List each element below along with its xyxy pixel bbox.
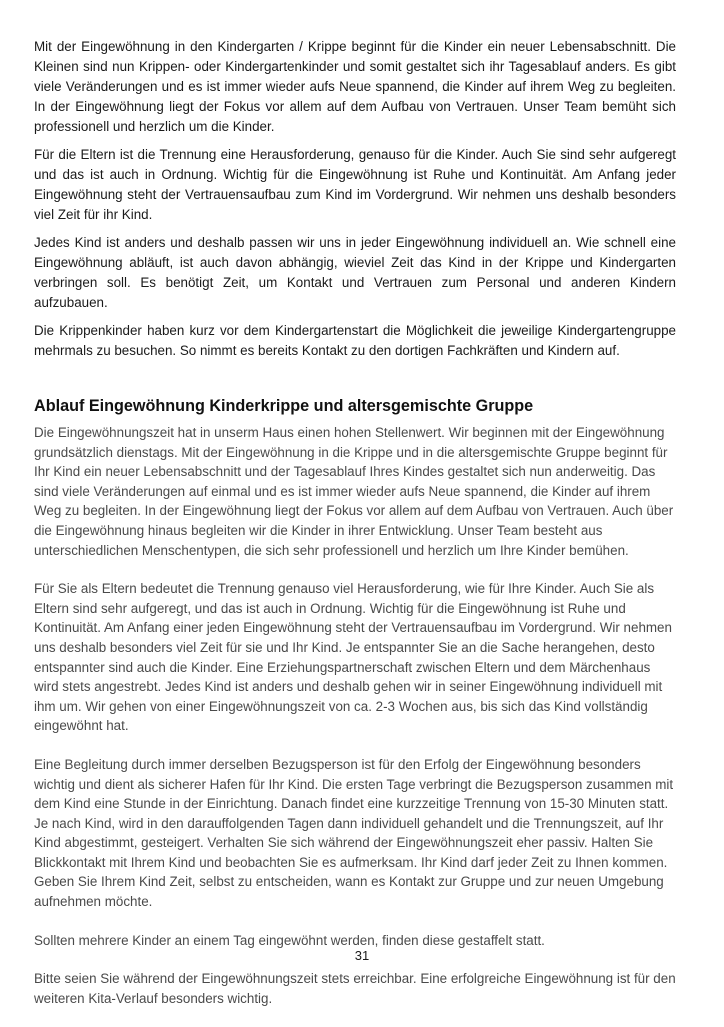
paragraph: Die Eingewöhnungszeit hat in unserm Haus einen hohen Stellenwert. Wir beginnen mit der Eingewöhnung grundsätzlich dienstags. Mit der Eingewöhnung in die Krippe und in die altersgemischte Gruppe beginnt für Ihr Kind ein neuer Lebensabschnitt und der Tagesablauf Ihres Kindes gestaltet sich nun anderweitig. Das sind viele Veränderungen auf einmal und es ist immer wieder aufs Neue spannend, die Kinder auf ihrem Weg zu begleiten. In der Eingewöhnung liegt der Fokus vor allem auf dem Aufbau von Vertrauen. Auch über die Eingewöhnung hinaus begleiten wir die Kinder in ihrer Entwicklung. Unser Team besteht aus unterschiedlichen Menschentypen, die sich sehr professionell und herzlich um Ihre Kinder bemühen. [34,425,674,558]
paragraph: Für die Eltern ist die Trennung eine Herausforderung, genauso für die Kinder. Auch Sie sind sehr aufgeregt und das ist auch in Ordnung. Wichtig für die Eingewöhnung ist Ruhe und Kontinuität. Am Anfang jeder Eingewöhnung steht der Vertrauensaufbau zum Kind im Vordergrund. Wir nehmen uns deshalb besonders viel Zeit für ihr Kind. [34,147,676,222]
paragraph: Die Krippenkinder haben kurz vor dem Kindergartenstart die Möglichkeit die jeweilige Kindergartengruppe mehrmals zu besuchen. So nimmt es bereits Kontakt zu den dortigen Fachkräften und Kindern auf. [34,323,676,358]
paragraph: Mit der Eingewöhnung in den Kindergarten / Krippe beginnt für die Kinder ein neuer Lebensabschnitt. Die Kleinen sind nun Krippen- oder Kindergartenkinder und somit gestaltet sich ihr Tagesablauf anders. Es gibt viele Veränderungen und es ist immer wieder aufs Neue spannend, die Kinder auf ihrem Weg zu begleiten. In der Eingewöhnung liegt der Fokus vor allem auf dem Aufbau von Vertrauen. Unser Team bemüht sich professionell und herzlich um die Kinder. [34,39,676,134]
paragraph: Sollten mehrere Kinder an einem Tag eingewöhnt werden, finden diese gestaffelt statt. [34,932,545,948]
section-heading: Ablauf Eingewöhnung Kinderkrippe und altersgemischte Gruppe [34,397,534,415]
paragraph: Jedes Kind ist anders und deshalb passen wir uns in jeder Eingewöhnung individuell an. Wie schnell eine Eingewöhnung abläuft, ist auch davon abhängig, wieviel Zeit das Kind in der Krippe und Kindergarten verbringen soll. Es benötigt Zeit, um Kontakt und Vertrauen zum Personal und anderen Kindern aufzubauen. [34,235,676,310]
page-number: 31 [354,948,370,963]
paragraph: Für Sie als Eltern bedeutet die Trennung genauso viel Herausforderung, wie für Ihre Kinder. Auch Sie als Eltern sind sehr aufgeregt, und das ist auch in Ordnung. Wichtig für die Eingewöhnung ist Ruhe und Kontinuität. Am Anfang einer jeden Eingewöhnung steht der Vertrauensaufbau im Vordergrund. Wir nehmen uns deshalb besonders viel Zeit für sie und Ihr Kind. Je entspannter Sie an die Sache herangehen, desto entspannter sind auch die Kinder. Eine Erziehungspartnerschaft zwischen Eltern und dem Märchenhaus wird stets angestrebt. Jedes Kind ist anders und deshalb gehen wir in seiner Eingewöhnung individuell mit ihm um. Wir gehen von einer Eingewöhnungszeit von ca. 2-3 Wochen aus, bis sich das Kind vollständig eingewöhnt hat. [34,581,672,734]
paragraph: Bitte seien Sie während der Eingewöhnungszeit stets erreichbar. Eine erfolgreiche Eingewöhnung ist für den weiteren Kita-Verlauf besonders wichtig. [34,971,676,1006]
intro-section [34,37,676,361]
process-section [34,395,676,1008]
paragraph: Eine Begleitung durch immer derselben Bezugsperson ist für den Erfolg der Eingewöhnung besonders wichtig und dient als sicherer Hafen für Ihr Kind. Die ersten Tage verbringt die Bezugsperson zusammen mit dem Kind eine Stunde in der Einrichtung. Danach findet eine kurzzeitige Trennung von 15-30 Minuten statt. Je nach Kind, wird in den darauffolgenden Tagen dann individuell gehandelt und die Trennungszeit, auf Ihr Kind abgestimmt, gesteigert. Verhalten Sie sich während der Eingewöhnungszeit eher passiv. Halten Sie Blickkontakt mit Ihrem Kind und beobachten Sie es aufmerksam. Ihr Kind darf jeder Zeit zu Ihnen kommen. Geben Sie Ihrem Kind Zeit, selbst zu entscheiden, wann es Kontakt zur Gruppe und zur neuen Umgebung aufnehmen möchte. [34,756,674,910]
document-page [34,34,676,1027]
